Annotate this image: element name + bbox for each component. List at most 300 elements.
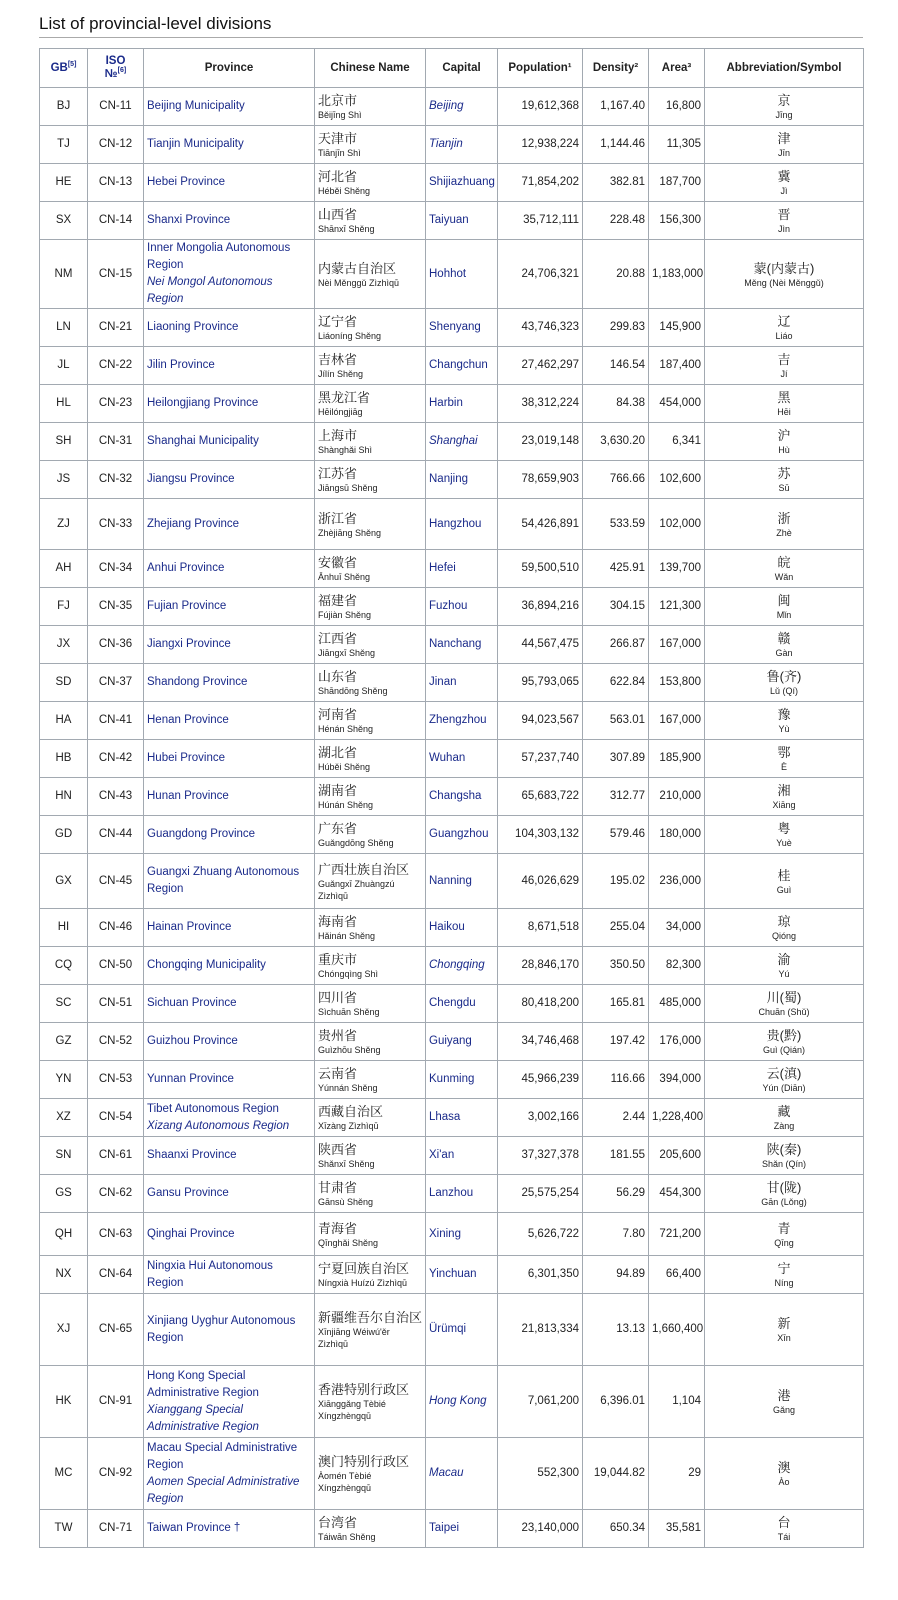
abbreviation-symbol: 青 — [777, 1220, 791, 1236]
province-cell — [144, 240, 315, 309]
gb-code-cell: SX — [40, 202, 88, 240]
table-row — [40, 702, 864, 740]
capital-link[interactable]: Beijing — [426, 88, 498, 126]
area-cell: 721,200 — [649, 1213, 705, 1256]
province-cell — [144, 550, 315, 588]
chinese-name-pinyin: Jiāngsū Shěng — [318, 483, 378, 493]
capital-link[interactable]: Nanchang — [426, 626, 498, 664]
iso-code-cell: CN-42 — [88, 740, 144, 778]
chinese-name-pinyin: Húběi Shěng — [318, 762, 371, 772]
gb-code-cell: NM — [40, 240, 88, 309]
abbreviation-cell — [705, 1366, 864, 1438]
province-cell — [144, 1294, 315, 1366]
table-row — [40, 1256, 864, 1294]
abbreviation-cell — [705, 347, 864, 385]
capital-link[interactable]: Jinan — [426, 664, 498, 702]
population-cell: 6,301,350 — [498, 1256, 583, 1294]
area-cell: 454,000 — [649, 385, 705, 423]
province-link[interactable]: Shanxi Province — [147, 214, 231, 226]
chinese-name-pinyin: Nèi Měnggǔ Zìzhìqū — [318, 277, 400, 288]
province-cell — [144, 1099, 315, 1137]
abbreviation-symbol: 甘(陇) — [766, 1180, 802, 1195]
chinese-name-pinyin: Táiwān Shěng — [318, 1532, 376, 1542]
gb-code-cell: SN — [40, 1137, 88, 1175]
abbreviation-pinyin: Sū — [778, 483, 790, 493]
density-cell: 425.91 — [583, 550, 649, 588]
capital-link[interactable]: Chongqing — [426, 947, 498, 985]
table-row — [40, 461, 864, 499]
population-cell: 7,061,200 — [498, 1366, 583, 1438]
capital-link[interactable]: Harbin — [426, 385, 498, 423]
province-cell — [144, 423, 315, 461]
density-cell: 181.55 — [583, 1137, 649, 1175]
area-cell: 167,000 — [649, 626, 705, 664]
area-cell: 1,104 — [649, 1366, 705, 1438]
abbreviation-pinyin: Liáo — [775, 331, 793, 341]
density-cell: 563.01 — [583, 702, 649, 740]
population-cell: 104,303,132 — [498, 816, 583, 854]
province-link[interactable]: Hebei Province — [147, 176, 225, 188]
density-cell: 312.77 — [583, 778, 649, 816]
iso-code-cell: CN-61 — [88, 1137, 144, 1175]
abbreviation-symbol: 皖 — [777, 555, 791, 570]
iso-footnote-ref[interactable]: [6] — [117, 67, 127, 75]
population-cell: 8,671,518 — [498, 909, 583, 947]
density-cell: 19,044.82 — [583, 1438, 649, 1510]
iso-code-cell: CN-92 — [88, 1438, 144, 1510]
population-cell: 80,418,200 — [498, 985, 583, 1023]
provinces-table — [39, 48, 864, 1548]
province-link[interactable]: Fujian Province — [147, 600, 227, 612]
province-link[interactable]: Heilongjiang Province — [147, 397, 259, 409]
abbreviation-cell — [705, 309, 864, 347]
chinese-name: 安徽省 — [318, 555, 358, 570]
chinese-name-cell — [315, 309, 426, 347]
density-cell: 1,167.40 — [583, 88, 649, 126]
density-cell: 304.15 — [583, 588, 649, 626]
gb-code-cell: ZJ — [40, 499, 88, 550]
table-row — [40, 1137, 864, 1175]
col-header-chinese-name: Chinese Name — [315, 49, 426, 88]
gb-code-cell: HB — [40, 740, 88, 778]
abbreviation-symbol: 浙 — [777, 510, 791, 526]
abbreviation-symbol: 吉 — [777, 352, 791, 367]
gb-code-cell: GX — [40, 854, 88, 909]
abbreviation-cell — [705, 88, 864, 126]
chinese-name-cell — [315, 1175, 426, 1213]
abbreviation-symbol: 蒙(内蒙古) — [753, 260, 815, 276]
table-row — [40, 423, 864, 461]
table-row — [40, 1366, 864, 1438]
table-row — [40, 740, 864, 778]
page-title: List of provincial-level divisions — [39, 13, 863, 38]
table-row — [40, 1023, 864, 1061]
table-row — [40, 909, 864, 947]
area-cell: 176,000 — [649, 1023, 705, 1061]
iso-code-cell: CN-45 — [88, 854, 144, 909]
province-cell — [144, 816, 315, 854]
gb-code-cell: FJ — [40, 588, 88, 626]
col-header-iso[interactable] — [88, 49, 144, 88]
table-row — [40, 309, 864, 347]
capital-link[interactable]: Hong Kong — [426, 1366, 498, 1438]
capital-link[interactable]: Haikou — [426, 909, 498, 947]
province-link[interactable]: Guangxi Zhuang Autonomous Region — [147, 866, 300, 895]
density-cell: 533.59 — [583, 499, 649, 550]
province-link[interactable]: Guizhou Province — [147, 1035, 238, 1047]
density-cell: 228.48 — [583, 202, 649, 240]
province-cell — [144, 778, 315, 816]
area-cell: 210,000 — [649, 778, 705, 816]
capital-link[interactable]: Wuhan — [426, 740, 498, 778]
province-link[interactable]: Liaoning Province — [147, 321, 239, 333]
gb-code-cell: HN — [40, 778, 88, 816]
abbreviation-symbol: 港 — [777, 1388, 791, 1403]
table-row — [40, 202, 864, 240]
abbreviation-cell — [705, 1175, 864, 1213]
area-cell: 156,300 — [649, 202, 705, 240]
province-link[interactable]: Tibet Autonomous Region — [147, 1102, 279, 1115]
area-cell: 185,900 — [649, 740, 705, 778]
area-cell: 29 — [649, 1438, 705, 1510]
density-cell: 650.34 — [583, 1510, 649, 1548]
iso-code-cell: CN-46 — [88, 909, 144, 947]
density-cell: 165.81 — [583, 985, 649, 1023]
chinese-name-cell — [315, 588, 426, 626]
province-cell — [144, 985, 315, 1023]
capital-link[interactable]: Lhasa — [426, 1099, 498, 1137]
chinese-name-cell — [315, 461, 426, 499]
province-link[interactable]: Guangdong Province — [147, 828, 256, 840]
chinese-name-pinyin: Shāndōng Shěng — [318, 686, 388, 696]
abbreviation-symbol: 冀 — [777, 169, 791, 184]
iso-code-cell: CN-21 — [88, 309, 144, 347]
population-cell: 34,746,468 — [498, 1023, 583, 1061]
capital-link[interactable]: Hangzhou — [426, 499, 498, 550]
gb-code-cell: JS — [40, 461, 88, 499]
abbreviation-cell — [705, 1294, 864, 1366]
abbreviation-pinyin: Yù — [778, 724, 790, 734]
gb-code-cell: XJ — [40, 1294, 88, 1366]
abbreviation-cell — [705, 1023, 864, 1061]
province-alt-name-link[interactable]: Xianggang Special Administrative Region — [147, 1403, 259, 1433]
iso-code-cell: CN-15 — [88, 240, 144, 309]
chinese-name-pinyin: Hénán Shěng — [318, 724, 374, 734]
chinese-name-pinyin: Gānsù Shěng — [318, 1197, 374, 1207]
table-row — [40, 88, 864, 126]
area-cell: 167,000 — [649, 702, 705, 740]
chinese-name-pinyin: Fújiàn Shěng — [318, 610, 372, 620]
table-row — [40, 240, 864, 309]
capital-link[interactable]: Changchun — [426, 347, 498, 385]
abbreviation-symbol: 鄂 — [777, 745, 791, 760]
province-link[interactable]: Jilin Province — [147, 359, 215, 371]
province-cell — [144, 1061, 315, 1099]
chinese-name: 贵州省 — [318, 1028, 358, 1043]
chinese-name-cell — [315, 947, 426, 985]
iso-code-cell: CN-53 — [88, 1061, 144, 1099]
abbreviation-symbol: 津 — [777, 131, 791, 146]
iso-code-cell: CN-50 — [88, 947, 144, 985]
table-row — [40, 1213, 864, 1256]
abbreviation-cell — [705, 778, 864, 816]
iso-code-cell: CN-65 — [88, 1294, 144, 1366]
density-cell: 13.13 — [583, 1294, 649, 1366]
province-cell — [144, 347, 315, 385]
abbreviation-pinyin: È — [780, 762, 787, 772]
chinese-name: 西藏自治区 — [318, 1104, 384, 1119]
gb-code-cell: YN — [40, 1061, 88, 1099]
province-link[interactable]: Hong Kong Special Administrative Region — [147, 1369, 259, 1399]
capital-link[interactable]: Guiyang — [426, 1023, 498, 1061]
province-link[interactable]: Hainan Province — [147, 921, 232, 933]
gb-code-cell: HI — [40, 909, 88, 947]
table-row — [40, 588, 864, 626]
iso-code-cell: CN-34 — [88, 550, 144, 588]
chinese-name-cell — [315, 1061, 426, 1099]
capital-link[interactable]: Guangzhou — [426, 816, 498, 854]
province-cell — [144, 499, 315, 550]
province-link[interactable]: Shanghai Municipality — [147, 435, 259, 447]
chinese-name: 辽宁省 — [318, 314, 358, 329]
population-cell: 95,793,065 — [498, 664, 583, 702]
province-link[interactable]: Shaanxi Province — [147, 1149, 237, 1161]
population-cell: 78,659,903 — [498, 461, 583, 499]
iso-code-cell: CN-71 — [88, 1510, 144, 1548]
chinese-name-cell — [315, 985, 426, 1023]
col-header-population: Population¹ — [498, 49, 583, 88]
abbreviation-symbol: 京 — [777, 93, 791, 108]
abbreviation-cell — [705, 985, 864, 1023]
chinese-name-pinyin: Xiānggǎng Tèbié Xíngzhèngqū — [318, 1399, 386, 1421]
province-link[interactable]: Jiangsu Province — [147, 473, 235, 485]
chinese-name-cell — [315, 164, 426, 202]
abbreviation-symbol: 辽 — [777, 314, 791, 329]
area-cell: 1,660,400 — [649, 1294, 705, 1366]
abbreviation-pinyin: Jìn — [777, 224, 790, 234]
chinese-name: 广西壮族自治区 — [318, 861, 410, 877]
iso-code-cell: CN-91 — [88, 1366, 144, 1438]
abbreviation-symbol: 晋 — [777, 207, 791, 222]
province-cell — [144, 202, 315, 240]
population-cell: 37,327,378 — [498, 1137, 583, 1175]
chinese-name: 陕西省 — [318, 1142, 358, 1157]
gb-code-cell: HL — [40, 385, 88, 423]
iso-code-cell: CN-12 — [88, 126, 144, 164]
population-cell: 57,237,740 — [498, 740, 583, 778]
province-link[interactable]: Gansu Province — [147, 1187, 229, 1199]
province-link[interactable]: Zhejiang Province — [147, 517, 240, 530]
abbreviation-cell — [705, 164, 864, 202]
gb-code-cell: CQ — [40, 947, 88, 985]
table-row — [40, 1294, 864, 1366]
province-link[interactable]: Hubei Province — [147, 752, 225, 764]
col-header-capital: Capital — [426, 49, 498, 88]
chinese-name-pinyin: Shànghǎi Shì — [318, 445, 373, 455]
abbreviation-pinyin: Níng — [774, 1278, 794, 1288]
area-cell: 102,000 — [649, 499, 705, 550]
abbreviation-cell — [705, 461, 864, 499]
density-cell: 197.42 — [583, 1023, 649, 1061]
capital-link[interactable]: Hohhot — [426, 240, 498, 309]
chinese-name-pinyin: Qīnghǎi Shěng — [318, 1237, 379, 1248]
chinese-name: 湖南省 — [318, 783, 358, 798]
chinese-name-pinyin: Guìzhōu Shěng — [318, 1045, 381, 1055]
province-link[interactable]: Qinghai Province — [147, 1227, 235, 1240]
density-cell: 382.81 — [583, 164, 649, 202]
province-alt-name-link[interactable]: Nei Mongol Autonomous Region — [147, 276, 273, 305]
chinese-name: 湖北省 — [318, 745, 358, 760]
population-cell: 552,300 — [498, 1438, 583, 1510]
capital-link[interactable]: Macau — [426, 1438, 498, 1510]
chinese-name-cell — [315, 778, 426, 816]
population-cell: 65,683,722 — [498, 778, 583, 816]
iso-code-cell: CN-33 — [88, 499, 144, 550]
col-header-gb[interactable] — [40, 49, 88, 88]
iso-code-cell: CN-11 — [88, 88, 144, 126]
province-link[interactable]: Tianjin Municipality — [147, 138, 244, 150]
chinese-name-pinyin: Sìchuān Shěng — [318, 1007, 380, 1017]
table-row — [40, 499, 864, 550]
density-cell: 622.84 — [583, 664, 649, 702]
capital-link[interactable]: Shijiazhuang — [426, 164, 498, 202]
abbreviation-symbol: 藏 — [777, 1104, 791, 1119]
chinese-name: 福建省 — [318, 593, 358, 608]
capital-link[interactable]: Xi'an — [426, 1137, 498, 1175]
abbreviation-pinyin: Wǎn — [774, 572, 794, 582]
abbreviation-pinyin: Jì — [780, 186, 788, 196]
province-link[interactable]: Sichuan Province — [147, 997, 237, 1009]
chinese-name: 上海市 — [318, 428, 358, 443]
chinese-name-pinyin: Chóngqìng Shì — [318, 969, 379, 979]
capital-link[interactable]: Lanzhou — [426, 1175, 498, 1213]
chinese-name: 吉林省 — [318, 352, 358, 367]
gb-code-cell: JL — [40, 347, 88, 385]
capital-link[interactable]: Xining — [426, 1213, 498, 1256]
chinese-name-cell — [315, 550, 426, 588]
province-link[interactable]: Jiangxi Province — [147, 638, 231, 650]
abbreviation-pinyin: Gān (Lǒng) — [761, 1197, 807, 1207]
population-cell: 25,575,254 — [498, 1175, 583, 1213]
density-cell: 84.38 — [583, 385, 649, 423]
chinese-name-pinyin: Shǎnxī Shěng — [318, 1159, 375, 1169]
capital-link[interactable]: Changsha — [426, 778, 498, 816]
area-cell: 11,305 — [649, 126, 705, 164]
province-cell — [144, 164, 315, 202]
province-link[interactable]: Chongqing Municipality — [147, 959, 266, 971]
capital-link[interactable]: Nanjing — [426, 461, 498, 499]
area-cell: 35,581 — [649, 1510, 705, 1548]
chinese-name: 台湾省 — [318, 1515, 358, 1530]
province-alt-name-link[interactable]: Aomen Special Administrative Region — [147, 1475, 300, 1505]
iso-code-cell: CN-54 — [88, 1099, 144, 1137]
province-link[interactable]: Yunnan Province — [147, 1073, 234, 1085]
chinese-name: 青海省 — [318, 1220, 358, 1236]
chinese-name: 四川省 — [318, 990, 358, 1005]
abbreviation-symbol: 新 — [777, 1316, 791, 1331]
abbreviation-cell — [705, 626, 864, 664]
capital-link[interactable]: Chengdu — [426, 985, 498, 1023]
province-link[interactable]: Henan Province — [147, 714, 229, 726]
abbreviation-cell — [705, 740, 864, 778]
chinese-name: 重庆市 — [318, 952, 358, 967]
gb-footnote-ref[interactable]: [5] — [67, 60, 77, 68]
chinese-name-pinyin: Jílín Shěng — [318, 369, 364, 379]
province-link[interactable]: Hunan Province — [147, 790, 229, 802]
gb-code-cell: TJ — [40, 126, 88, 164]
population-cell: 94,023,567 — [498, 702, 583, 740]
chinese-name-cell — [315, 385, 426, 423]
iso-code-cell: CN-36 — [88, 626, 144, 664]
gb-code-cell: SC — [40, 985, 88, 1023]
capital-link[interactable]: Kunming — [426, 1061, 498, 1099]
table-row — [40, 164, 864, 202]
abbreviation-symbol: 琼 — [777, 914, 791, 929]
abbreviation-pinyin: Guì — [776, 884, 792, 895]
province-cell — [144, 1256, 315, 1294]
province-cell — [144, 909, 315, 947]
abbreviation-pinyin: Zàng — [773, 1121, 795, 1131]
province-link[interactable]: Taiwan Province † — [147, 1522, 241, 1534]
province-link[interactable]: Xinjiang Uyghur Autonomous Region — [147, 1314, 296, 1344]
area-cell: 145,900 — [649, 309, 705, 347]
province-link[interactable]: Ningxia Hui Autonomous Region — [147, 1259, 273, 1289]
province-link[interactable]: Anhui Province — [147, 562, 225, 574]
population-cell: 27,462,297 — [498, 347, 583, 385]
chinese-name-pinyin: Héběi Shěng — [318, 186, 371, 196]
area-cell: 454,300 — [649, 1175, 705, 1213]
area-cell: 139,700 — [649, 550, 705, 588]
capital-link[interactable]: Fuzhou — [426, 588, 498, 626]
capital-link[interactable]: Tianjin — [426, 126, 498, 164]
abbreviation-cell — [705, 1256, 864, 1294]
capital-link[interactable]: Zhengzhou — [426, 702, 498, 740]
province-link[interactable]: Shandong Province — [147, 676, 248, 688]
abbreviation-cell — [705, 1213, 864, 1256]
table-row — [40, 947, 864, 985]
table-row — [40, 985, 864, 1023]
capital-link[interactable]: Nanning — [426, 854, 498, 909]
capital-link[interactable]: Taipei — [426, 1510, 498, 1548]
chinese-name: 北京市 — [318, 93, 358, 108]
capital-link[interactable]: Shenyang — [426, 309, 498, 347]
capital-link[interactable]: Ürümqi — [426, 1294, 498, 1366]
province-link[interactable]: Inner Mongolia Autonomous Region — [147, 242, 291, 271]
capital-link[interactable]: Shanghai — [426, 423, 498, 461]
abbreviation-pinyin: Mǐn — [776, 610, 792, 620]
capital-link[interactable]: Taiyuan — [426, 202, 498, 240]
population-cell: 45,966,239 — [498, 1061, 583, 1099]
iso-code-cell: CN-43 — [88, 778, 144, 816]
abbreviation-pinyin: Yún (Diān) — [762, 1083, 806, 1093]
table-row — [40, 550, 864, 588]
abbreviation-symbol: 澳 — [777, 1460, 791, 1475]
province-link[interactable]: Beijing Municipality — [147, 100, 245, 112]
province-link[interactable]: Macau Special Administrative Region — [147, 1441, 298, 1471]
province-cell — [144, 1510, 315, 1548]
density-cell: 195.02 — [583, 854, 649, 909]
iso-code-cell: CN-22 — [88, 347, 144, 385]
gb-code-cell: HA — [40, 702, 88, 740]
capital-link[interactable]: Hefei — [426, 550, 498, 588]
area-cell: 187,400 — [649, 347, 705, 385]
abbreviation-pinyin: Xiāng — [772, 800, 796, 810]
province-alt-name-link[interactable]: Xizang Autonomous Region — [147, 1119, 290, 1132]
chinese-name: 香港特别行政区 — [318, 1382, 410, 1397]
chinese-name-pinyin: Xīnjiāng Wéiwú'ěr Zìzhìqū — [318, 1327, 390, 1349]
capital-link[interactable]: Yinchuan — [426, 1256, 498, 1294]
gb-code-cell: HE — [40, 164, 88, 202]
